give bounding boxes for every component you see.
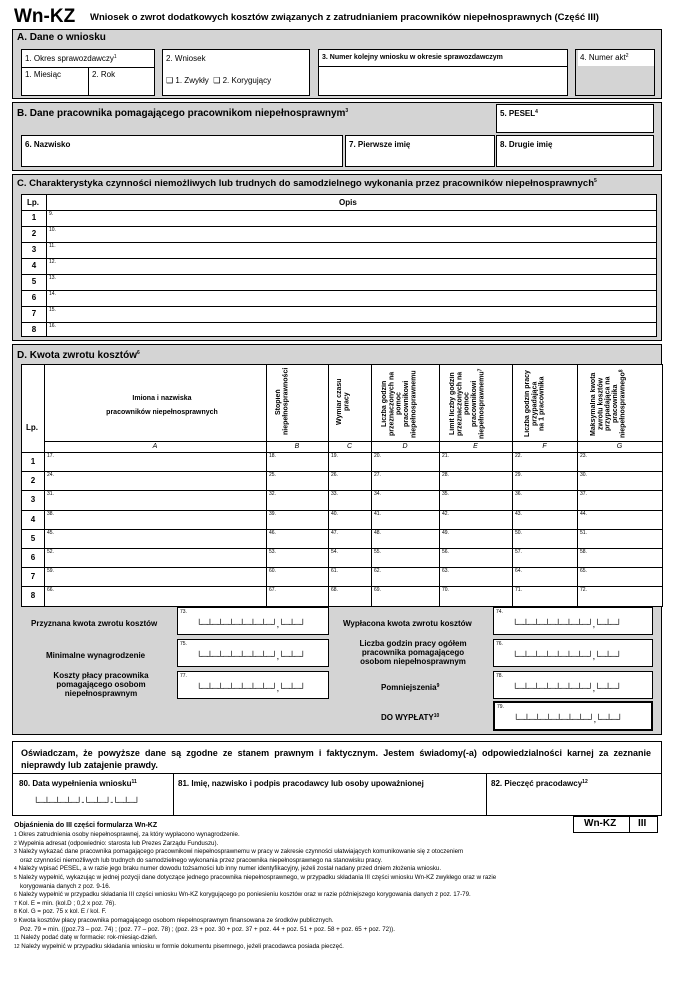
do-wyplaty-label: DO WYPŁATY$^{10}$ [381,713,440,722]
d-cell[interactable]: 51. [580,530,587,536]
pesel-field[interactable] [496,104,654,133]
d-cell[interactable]: 21. [442,453,449,459]
podpis-label: 81. Imię, nazwisko i podpis pracodawcy lub osoby upoważnionej [178,779,424,788]
d-cell[interactable]: 54. [331,549,338,555]
d-cell[interactable]: 40. [331,511,338,517]
footnote: $^7$ Kol. E = min. (kol.D ; 0,2 x poz. 76). [14,899,117,907]
korygujacy-label: 2. Korygujący [222,76,272,85]
d-cell[interactable]: 17. [47,453,54,459]
section-c [12,174,662,341]
d-cell[interactable]: 46. [269,530,276,536]
column-letter: G [616,443,623,450]
d-cell[interactable]: 26. [331,472,338,478]
d-cell[interactable]: 63. [442,568,449,574]
opis-field[interactable]: 9. [49,211,54,217]
pomniejszenia-label: Pomniejszenia$^9$ [381,683,440,692]
c-row-lp: 3 [31,245,37,254]
footnote: $^8$ Kol. G = poz. 75 x kol. E / kol. F. [14,908,107,916]
opis-field[interactable]: 12. [49,259,56,265]
col-b-header: Stopień niepełnosprawności [275,367,290,435]
kwota-table [21,364,663,607]
column-letter: D [402,443,408,450]
d-cell[interactable]: 72. [580,587,587,593]
footnote: $^2$ Wypełnia adresat (odpowiednio: starosta lub Prezes Zarządu Funduszu). [14,839,219,847]
d-cell[interactable]: 50. [515,530,522,536]
koszty-label: Koszty płacy pracownika pomagającego osobom niepełnosprawnym [53,671,149,698]
footnote: Poz. 79 = min. ((poz.73 – poz. 74) ; (poz. 77 – poz. 78) ; (poz. 23 + poz. 30 + poz. 37 + poz. 44 + poz. 51 + poz. 58 + poz. 65 + poz. 72)). [20,925,395,933]
opis-field[interactable]: 15. [49,307,56,313]
d-cell[interactable]: 24. [47,472,54,478]
d-cell[interactable]: 47. [331,530,338,536]
d-cell[interactable]: 57. [515,549,522,555]
footnote: $^1$ Okres zatrudnienia osoby niepełnosprawnej, za który wypłacono wynagrodzenie. [14,831,240,838]
opis-field[interactable]: 13. [49,275,56,281]
footnote: $^{12}$ Należy wypełnić w przypadku składania wniosku w formie dokumentu pisemnego, jeżeli pracodawca posiada pieczęć. [14,942,344,950]
d-cell[interactable]: 36. [515,491,522,497]
drugie-imie-field[interactable] [496,135,654,167]
drugie-imie-label: 8. Drugie imię [500,140,553,149]
d-cell[interactable]: 68. [331,587,338,593]
d-cell[interactable]: 67. [269,587,276,593]
d-cell[interactable]: 56. [442,549,449,555]
d-cell[interactable]: 31. [47,491,54,497]
do-wyplaty-field[interactable]: 79. └─┴─┴─┴─┴─┴─┴─┘,└─┴─┘ [493,701,653,731]
c-row-lp: 5 [31,277,37,286]
numer-akt-label: 4. Numer akt$^2$ [578,50,654,66]
miesiac-field[interactable]: 1. Miesiąc [25,70,62,79]
section-a-title: A. Dane o wniosku [17,32,106,43]
d-cell[interactable]: 60. [269,568,276,574]
pierwsze-imie-label: 7. Pierwsze imię [349,140,411,149]
col-g-header: Maksymalna kwota zwrotu kosztów przypadająca na pracownika niepełnosprawnego$^8$ [590,369,627,439]
footnote: $^9$ Kwota kosztów płacy pracownika pomagającego osobom niepełnosprawnym finansowana ze środków publicznych. [14,916,334,924]
d-cell[interactable]: 29. [515,472,522,478]
zwykly-checkbox[interactable]: ❑ [166,76,174,85]
d-row-lp: 1 [30,457,36,466]
d-row-lp: 2 [30,476,36,485]
koszty-field[interactable]: 77. └─┴─┴─┴─┴─┴─┴─┘,└─┴─┘ [177,671,329,699]
footnote: $^6$ Należy wypełnić w przypadku składania III części wniosku Wn-KZ korygującego po poniesieniu kosztów oraz w razie późniejszego korygowania danych z poz. 17-79. [14,891,471,899]
d-cell[interactable]: 41. [374,511,381,517]
numer-akt-box [575,49,655,96]
d-cell[interactable]: 19. [331,453,338,459]
footnote: $^3$ Należy wykazać dane pracownika pomagającego pracownikowi niepełnosprawnemu w pracy w zakresie czynności ułatwiających komunikowanie się z otoczeniem [14,848,464,856]
d-cell[interactable]: 48. [374,530,381,536]
footer-code-box: Wn-KZ III [573,816,658,833]
d-cell[interactable]: 49. [442,530,449,536]
pieczec-field[interactable] [487,773,661,815]
d-cell[interactable]: 65. [580,568,587,574]
section-d-title: D. Kwota zwrotu kosztów$^6$ [17,350,140,361]
c-row-lp: 7 [31,309,37,318]
d-cell[interactable]: 33. [331,491,338,497]
pierwsze-imie-field[interactable] [345,135,495,167]
zwykly-label: 1. Zwykły [175,76,209,85]
footer-title: Objaśnienia do III części formularza Wn-KZ [14,822,158,829]
minimalne-label: Minimalne wynagrodzenie [46,651,146,660]
lp-header: Lp. [27,198,39,207]
col-d-header: Liczba godzin przeznaczonych na pomoc pracownikowi niepełnosprawnemu [381,370,418,438]
pieczec-label: 82. Pieczęć pracodawcy$^{12}$ [491,779,588,788]
d-cell[interactable]: 62. [374,568,381,574]
liczba-godzin-field[interactable]: 76. └─┴─┴─┴─┴─┴─┴─┘,└─┴─┘ [493,639,653,667]
c-row-lp: 6 [31,293,37,302]
d-cell[interactable]: 66. [47,587,54,593]
opis-header: Opis [339,198,357,207]
nazwisko-label: 6. Nazwisko [25,140,71,149]
d-cell[interactable]: 52. [47,549,54,555]
przyznana-label: Przyznana kwota zwrotu kosztów [31,619,158,628]
d-row-lp: 8 [30,591,36,600]
liczba-godzin-label: Liczba godzin pracy ogółem pracownika pomagającego osobom niepełnosprawnym [359,639,467,666]
footer-notes [14,831,664,951]
d-cell[interactable]: 34. [374,491,381,497]
czynnosci-table [21,194,657,337]
d-cell[interactable]: 27. [374,472,381,478]
col-c-header: Wymiar czasu pracy [336,378,351,426]
section-a [12,29,662,99]
opis-field[interactable]: 10. [49,227,56,233]
rok-field[interactable]: 2. Rok [92,70,116,79]
d-cell[interactable]: 32. [269,491,276,497]
c-row-lp: 2 [31,229,37,238]
form-code: Wn-KZ [14,6,76,27]
declaration-section [12,741,662,816]
footnote: $^{11}$ Należy podać datę w formacie: rok-miesiąc-dzień. [14,934,158,942]
d-cell[interactable]: 69. [374,587,381,593]
d-row-lp: 3 [30,495,36,504]
column-letter: A [152,443,158,450]
d-cell[interactable]: 55. [374,549,381,555]
opis-field[interactable]: 14. [49,291,56,297]
d-cell[interactable]: 43. [515,511,522,517]
footnote: korygowania danych z poz. 9-16. [20,882,111,890]
c-row-lp: 4 [31,261,37,270]
d-cell[interactable]: 53. [269,549,276,555]
d-cell[interactable]: 37. [580,491,587,497]
d-cell[interactable]: 58. [580,549,587,555]
d-cell[interactable]: 59. [47,568,54,574]
d-cell[interactable]: 23. [580,453,587,459]
d-cell[interactable]: 45. [47,530,54,536]
d-cell[interactable]: 38. [47,511,54,517]
col-a-header: Imiona i nazwiska pracowników niepełnosprawnych [106,395,218,416]
col-e-header: Limit liczby godzin przeznaczonych na pomoc pracownikowi niepełnosprawnemu$^7$ [449,368,486,439]
column-letter: F [542,443,547,450]
pesel-label: 5. PESEL$^4$ [500,109,538,118]
section-d [12,344,662,735]
footnote: $^5$ Należy wypełnić, wykazując w jednej pozycji dane dotyczące jednego pracownika niepełnosprawnego, w przypadku składania III części wniosku Wn-KZ zwykłego oraz w razie [14,873,497,881]
d-cell[interactable]: 30. [580,472,587,478]
minimalne-field[interactable]: 75. └─┴─┴─┴─┴─┴─┴─┘,└─┴─┘ [177,639,329,667]
d-cell[interactable]: 71. [515,587,522,593]
d-cell[interactable]: 35. [442,491,449,497]
wniosek-label: 2. Wniosek [166,54,206,63]
data-wypelnienia-field[interactable]: 80. Data wypełnienia wniosku$^{11}$ └─┴─┴─┴─┘-└─┴─┘-└─┴─┘ [19,779,140,807]
opis-field[interactable]: 16. [49,323,56,329]
d-cell[interactable]: 44. [580,511,587,517]
pomniejszenia-field[interactable]: 78. └─┴─┴─┴─┴─┴─┴─┘,└─┴─┘ [493,671,653,699]
d-cell[interactable]: 61. [331,568,338,574]
d-row-lp: 5 [30,534,36,543]
declaration-text: Oświadczam, że powyższe dane są zgodne ze stanem prawnym i faktycznym. Jestem świadomy(-a) odpowiedzialności karnej za zeznanie nieprawdy lub zatajenie prawdy. [21,748,651,771]
nazwisko-field[interactable] [21,135,343,167]
d-cell[interactable]: 18. [269,453,276,459]
c-row-lp: 1 [31,213,37,222]
column-letter: C [346,443,353,450]
wyplacona-field[interactable]: 74. └─┴─┴─┴─┴─┴─┴─┘,└─┴─┘ [493,607,653,635]
numer-kolejny-box[interactable] [318,49,568,96]
column-letter: E [473,443,478,450]
form-title: Wniosek o zwrot dodatkowych kosztów związanych z zatrudnianiem pracowników niepełnosprawnych (Część III) [90,12,599,23]
data-label: 80. Data wypełnienia wniosku$^{11}$ [19,779,137,788]
footnote: $^4$ Należy wpisać PESEL, a w razie jego braku numer dowodu tożsamości lub inny numer identyfikacyjny, jeżeli został nadany przed dniem złożenia wniosku. [14,865,442,873]
d-cell[interactable]: 64. [515,568,522,574]
d-row-lp: 7 [30,572,36,581]
d-cell[interactable]: 28. [442,472,449,478]
podpis-field[interactable] [174,773,486,815]
przyznana-field[interactable]: 73. └─┴─┴─┴─┴─┴─┴─┘,└─┴─┘ [177,607,329,635]
d-cell[interactable]: 25. [269,472,276,478]
c-row-lp: 8 [31,325,37,334]
okres-label: 1. Okres sprawozdawczy$^1$ [25,54,117,63]
section-b-title: B. Dane pracownika pomagającego pracownikom niepełnosprawnym$^3$ [17,108,349,119]
wniosek-box [162,49,310,96]
col-f-header: Liczba godzin pracy przypadająca na 1 pracownika [524,370,546,438]
d-row-lp: 4 [30,515,36,524]
section-b [12,102,662,171]
wyplacona-label: Wypłacona kwota zwrotu kosztów [343,619,472,628]
section-c-title: C. Charakterystyka czynności niemożliwych lub trudnych do samodzielnego wykonania przez pracowników niepełnosprawnych$^5$ [17,178,597,189]
numer-kolejny-label: 3. Numer kolejny wniosku w okresie sprawozdawczym [322,54,503,61]
d-cell[interactable]: 70. [442,587,449,593]
opis-field[interactable]: 11. [49,243,56,249]
d-cell[interactable]: 39. [269,511,276,517]
d-cell[interactable]: 20. [374,453,381,459]
d-cell[interactable]: 22. [515,453,522,459]
d-lp-header: Lp. [26,423,38,432]
footnote: oraz czynności niemożliwych lub trudnych do samodzielnego wykonania przez pracownika niepełnosprawnego na stanowisku pracy. [20,856,383,864]
korygujacy-checkbox[interactable]: ❑ [213,76,221,85]
d-cell[interactable]: 42. [442,511,449,517]
d-row-lp: 6 [30,553,36,562]
okres-box [21,49,155,96]
column-letter: B [294,443,300,450]
